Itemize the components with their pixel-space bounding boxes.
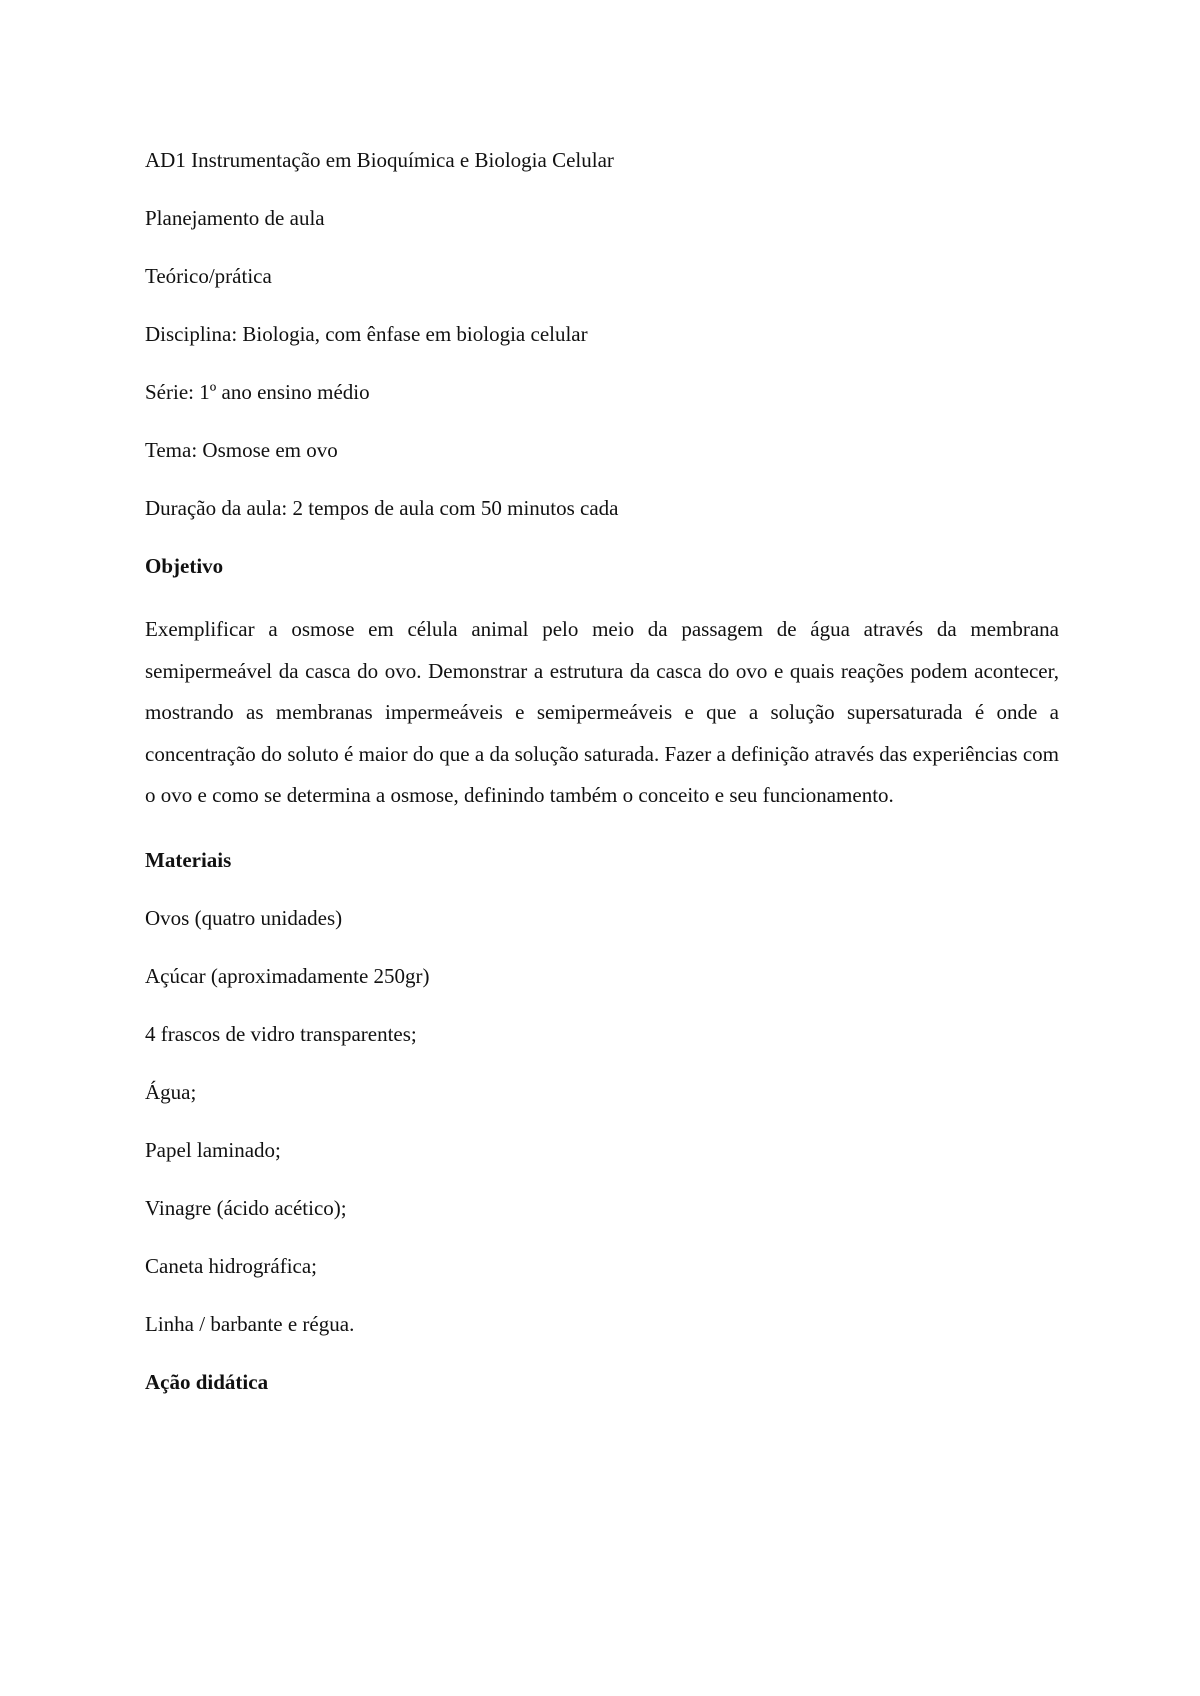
material-item: Água; bbox=[145, 1079, 197, 1104]
materials-heading: Materiais bbox=[145, 847, 232, 872]
material-item: Vinagre (ácido acético); bbox=[145, 1195, 347, 1220]
discipline-line: Disciplina: Biologia, com ênfase em biologia celular bbox=[145, 322, 588, 346]
material-item: Caneta hidrográfica; bbox=[145, 1253, 317, 1278]
material-item: Açúcar (aproximadamente 250gr) bbox=[145, 963, 430, 988]
objective-heading: Objetivo bbox=[145, 554, 224, 578]
material-item: Papel laminado; bbox=[145, 1137, 281, 1162]
document-subtitle: Planejamento de aula bbox=[145, 206, 325, 230]
material-item: Linha / barbante e régua. bbox=[145, 1311, 355, 1336]
material-item: Ovos (quatro unidades) bbox=[145, 905, 343, 930]
objective-paragraph: Exemplificar a osmose em célula animal pelo meio da passagem de água através da membrana semipermeável da casca do ovo. Demonstrar a estrutura da casca do ovo e quais reações podem acontecer, mostrando as membranas impermeáveis e semipermeáveis e que a solução supersaturada é onde a concentração do soluto é maior do que a da solução saturada. Fazer a definição através das experiências com o ovo e como se determina a osmose, definindo também o conceito e seu funcionamento. bbox=[145, 617, 1059, 808]
document-title: AD1 Instrumentação em Bioquímica e Biologia Celular bbox=[145, 148, 614, 172]
lesson-type: Teórico/prática bbox=[145, 264, 272, 288]
duration-line: Duração da aula: 2 tempos de aula com 50 minutos cada bbox=[145, 496, 619, 520]
document-content bbox=[145, 145, 1059, 1397]
theme-line: Tema: Osmose em ovo bbox=[145, 438, 338, 462]
grade-line: Série: 1º ano ensino médio bbox=[145, 380, 370, 404]
material-item: 4 frascos de vidro transparentes; bbox=[145, 1021, 417, 1046]
didactic-action-heading: Ação didática bbox=[145, 1369, 269, 1394]
